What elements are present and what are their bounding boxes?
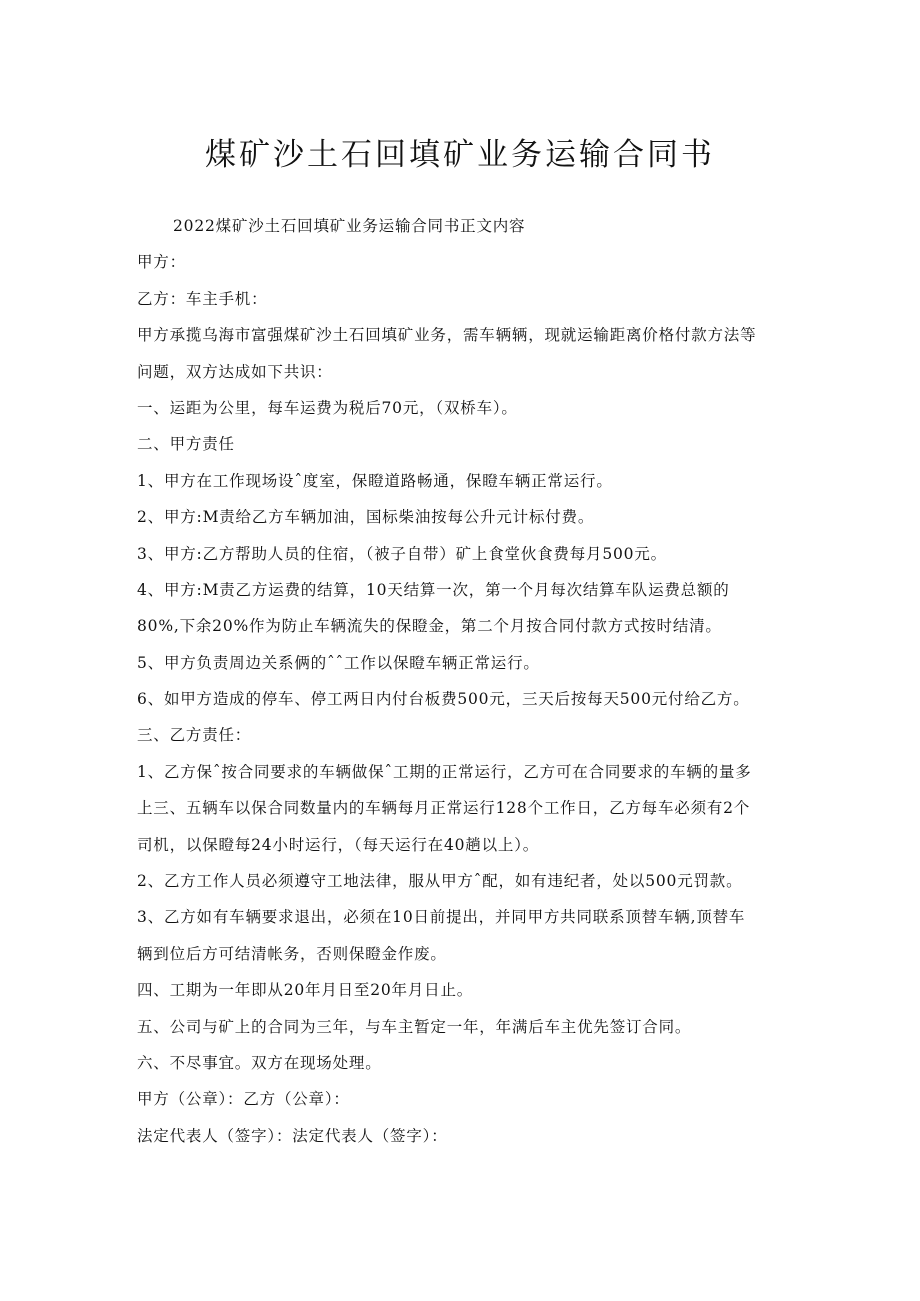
seal-line: 甲方（公章）：乙方（公章）： <box>137 1090 350 1109</box>
clause-2-6: 6、如甲方造成的停车、停工两日内付台板费500元，三天后按每天500元付给乙方。 <box>137 690 750 709</box>
section-6-misc: 六、不尽事宜。双方在现场处理。 <box>137 1053 382 1072</box>
party-b-line: 乙方：车主手机： <box>137 289 268 308</box>
section-5-contract: 五、公司与矿上的合同为三年，与车主暂定一年，年满后车主优先签订合同。 <box>137 1017 692 1036</box>
clause-1: 一、运距为公里，每车运费为税后70元，（双桥车）。 <box>137 398 518 417</box>
section-3-heading: 三、乙方责任： <box>137 726 252 745</box>
clause-3-1-line-2: 上三、五辆车以保合同数量内的车辆每月正常运行128个工作日，乙方每车必须有2个 <box>137 799 751 818</box>
clause-3-1-line-1: 1、乙方保ˆ按合同要求的车辆做保ˆ工期的正常运行，乙方可在合同要求的车辆的量多 <box>137 762 752 781</box>
clause-2-2: 2、甲方:M责给乙方车辆加油，国标柴油按每公升元计标付费。 <box>137 508 595 527</box>
clause-3-2: 2、乙方工作人员必须遵守工地法律，服从甲方ˆ配，如有违纪者，处以500元罚款。 <box>137 872 743 891</box>
clause-2-3: 3、甲方:乙方帮助人员的住宿，（被子自带）矿上食堂伙食费每月500元。 <box>137 544 667 563</box>
document-body <box>137 208 785 1154</box>
section-4-term: 四、工期为一年即从20年月日至20年月日止。 <box>137 981 474 1000</box>
clause-2-1: 1、甲方在工作现场设ˆ度室，保瞪道路畅通，保瞪车辆正常运行。 <box>137 471 613 490</box>
clause-3-1-line-3: 司机，以保瞪每24小时运行，（每天运行在40趟以上）。 <box>137 835 540 854</box>
party-a-line: 甲方： <box>137 253 186 272</box>
clause-2-4-line-1: 4、甲方:M责乙方运费的结算，10天结算一次，第一个月每次结算车队运费总额的 <box>137 580 730 599</box>
clause-2-5: 5、甲方负责周边关系俩的ˆˆ工作以保瞪车辆正常运行。 <box>137 653 540 672</box>
intro-line-1: 甲方承揽乌海市富强煤矿沙土石回填矿业务，需车辆辆，现就运输距离价格付款方法等 <box>137 326 757 345</box>
subtitle-line: 2022煤矿沙土石回填矿业务运输合同书正文内容 <box>173 217 526 235</box>
clause-2-4-line-2: 80%,下余20%作为防止车辆流失的保瞪金，第二个月按合同付款方式按时结清。 <box>137 617 722 636</box>
document-title: 煤矿沙土石回填矿业务运输合同书 <box>205 137 715 173</box>
clause-3-3-line-2: 辆到位后方可结清帐务，否则保瞪金作废。 <box>137 944 447 963</box>
intro-line-2: 问题，双方达成如下共识： <box>137 362 333 381</box>
signature-line: 法定代表人（签字）：法定代表人（签字）： <box>137 1126 448 1145</box>
section-2-heading: 二、甲方责任 <box>137 435 235 454</box>
clause-3-3-line-1: 3、乙方如有车辆要求退出，必须在10日前提出，并同甲方共同联系顶替车辆,顶替车 <box>137 908 746 927</box>
